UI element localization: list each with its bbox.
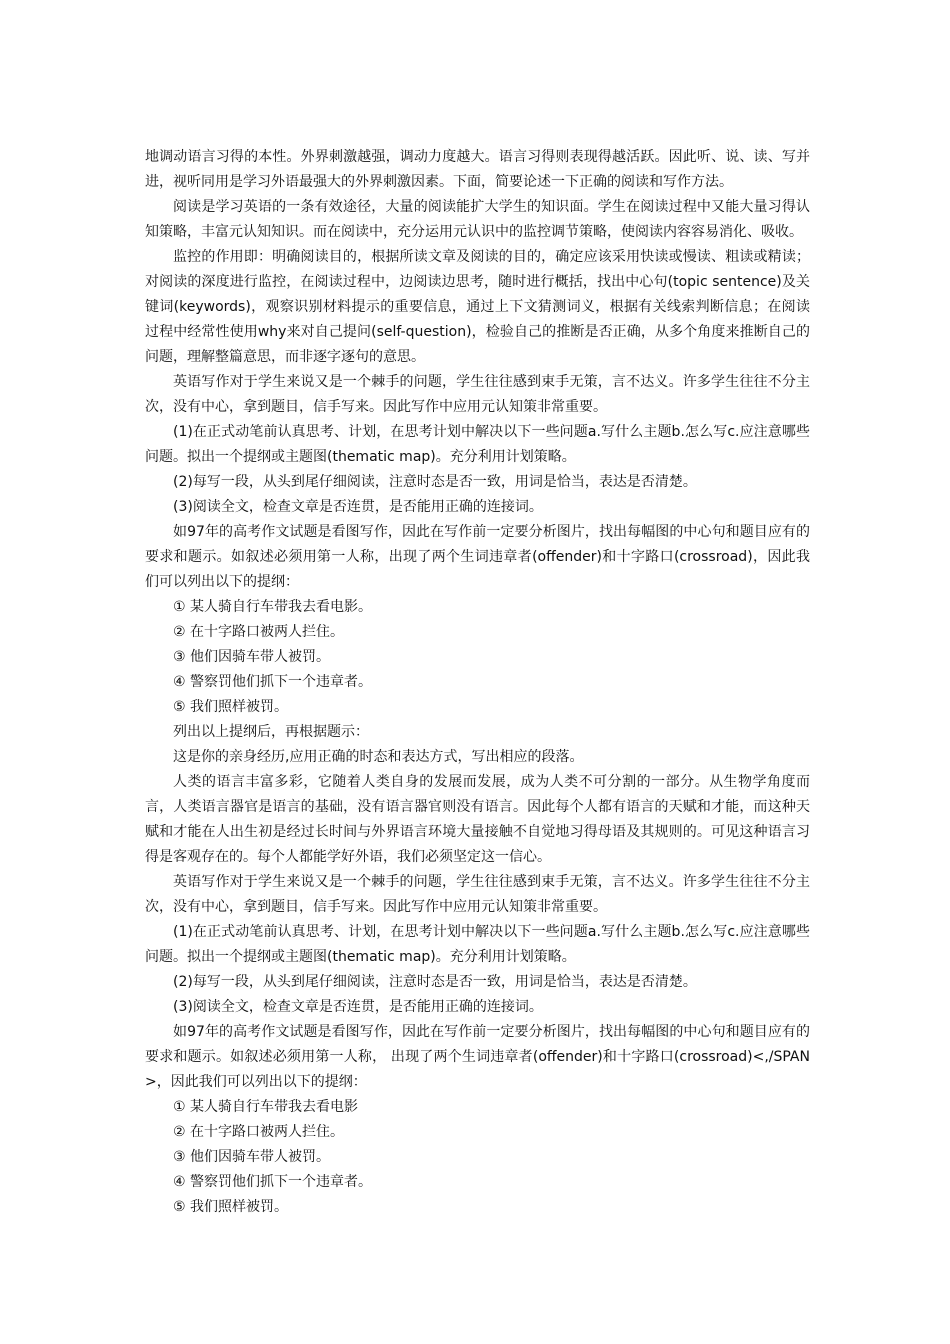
- list-item: ④ 警察罚他们抓下一个违章者。: [173, 1174, 373, 1190]
- list-item: ③ 他们因骑车带人被罚。: [173, 649, 331, 665]
- paragraph-7: (3)阅读全文，检查文章是否连贯，是否能用正确的连接词。: [173, 499, 543, 515]
- paragraph-1: 地调动语言习得的本性。外界刺激越强，调动力度越大。语言习得则表现得越活跃。因此听、说、读、写并进，视听同用是学习外语最强大的外界刺激因素。下面，简要论述一下正确的阅读和写作方法。: [145, 149, 810, 190]
- list-item: ④ 警察罚他们抓下一个违章者。: [173, 674, 373, 690]
- paragraph-10: 这是你的亲身经历,应用正确的时态和表达方式，写出相应的段落。: [173, 749, 584, 765]
- paragraph-8: 如97年的高考作文试题是看图写作，因此在写作前一定要分析图片，找出每幅图的中心句和题目应有的要求和题示。如叙述必须用第一人称，出现了两个生词违章者(offender)和十字路口(crossroad)，因此我们可以列出以下的提纲：: [145, 524, 810, 590]
- paragraph-2: 阅读是学习英语的一条有效途径，大量的阅读能扩大学生的知识面。学生在阅读过程中又能大量习得认知策略，丰富元认知知识。而在阅读中，充分运用元认识中的监控调节策略，使阅读内容容易消化、吸收。: [145, 199, 810, 240]
- paragraph-13: (1)在正式动笔前认真思考、计划，在思考计划中解决以下一些问题a.写什么主题b.怎么写c.应注意哪些问题。拟出一个提纲或主题图(thematic map)。充分利用计划策略。: [145, 924, 810, 965]
- paragraph-14: (2)每写一段，从头到尾仔细阅读，注意时态是否一致，用词是恰当，表达是否清楚。: [173, 974, 697, 990]
- paragraph-15: (3)阅读全文，检查文章是否连贯，是否能用正确的连接词。: [173, 999, 543, 1015]
- paragraph-12: 英语写作对于学生来说又是一个棘手的问题，学生往往感到束手无策，言不达义。许多学生往往不分主次，没有中心，拿到题目，信手写来。因此写作中应用元认知策非常重要。: [145, 874, 810, 915]
- paragraph-3: 监控的作用即：明确阅读目的，根据所读文章及阅读的目的，确定应该采用快读或慢读、粗读或精读；对阅读的深度进行监控，在阅读过程中，边阅读边思考，随时进行概括，找出中心句(topic sentence)及关键词(keywords)，观察识别材料提示的重要信息，通过上下文猜测词义，根据有关线索判断信息；在阅读过程中经常性使用why来对自己提问(self-question)，检验自己的推断是否正确，从多个角度来推断自己的问题，理解整篇意思，而非逐字逐句的意思。: [145, 249, 810, 365]
- list-item: ⑤ 我们照样被罚。: [173, 699, 289, 715]
- list-item: ③ 他们因骑车带人被罚。: [173, 1149, 331, 1165]
- list-item: ② 在十字路口被两人拦住。: [173, 1124, 345, 1140]
- list-item: ① 某人骑自行车带我去看电影。: [173, 599, 373, 615]
- document-body: [145, 145, 810, 1220]
- paragraph-5: (1)在正式动笔前认真思考、计划，在思考计划中解决以下一些问题a.写什么主题b.怎么写c.应注意哪些问题。拟出一个提纲或主题图(thematic map)。充分利用计划策略。: [145, 424, 810, 465]
- list-item: ① 某人骑自行车带我去看电影: [173, 1099, 359, 1115]
- paragraph-4: 英语写作对于学生来说又是一个棘手的问题，学生往往感到束手无策，言不达义。许多学生往往不分主次，没有中心，拿到题目，信手写来。因此写作中应用元认知策非常重要。: [145, 374, 810, 415]
- list-item: ② 在十字路口被两人拦住。: [173, 624, 345, 640]
- list-item: ⑤ 我们照样被罚。: [173, 1199, 289, 1215]
- paragraph-11: 人类的语言丰富多彩，它随着人类自身的发展而发展，成为人类不可分割的一部分。从生物学角度而言，人类语言器官是语言的基础，没有语言器官则没有语言。因此每个人都有语言的天赋和才能，而这种天赋和才能在人出生初是经过长时间与外界语言环境大量接触不自觉地习得母语及其规则的。可见这种语言习得是客观存在的。每个人都能学好外语，我们必须坚定这一信心。: [145, 774, 810, 865]
- paragraph-9: 列出以上提纲后，再根据题示：: [173, 724, 369, 740]
- paragraph-16: 如97年的高考作文试题是看图写作，因此在写作前一定要分析图片，找出每幅图的中心句和题目应有的要求和题示。如叙述必须用第一人称， 出现了两个生词违章者(offender)和十字路口(crossroad)<,/SPAN>，因此我们可以列出以下的提纲：: [145, 1024, 810, 1090]
- paragraph-6: (2)每写一段，从头到尾仔细阅读，注意时态是否一致，用词是恰当，表达是否清楚。: [173, 474, 697, 490]
